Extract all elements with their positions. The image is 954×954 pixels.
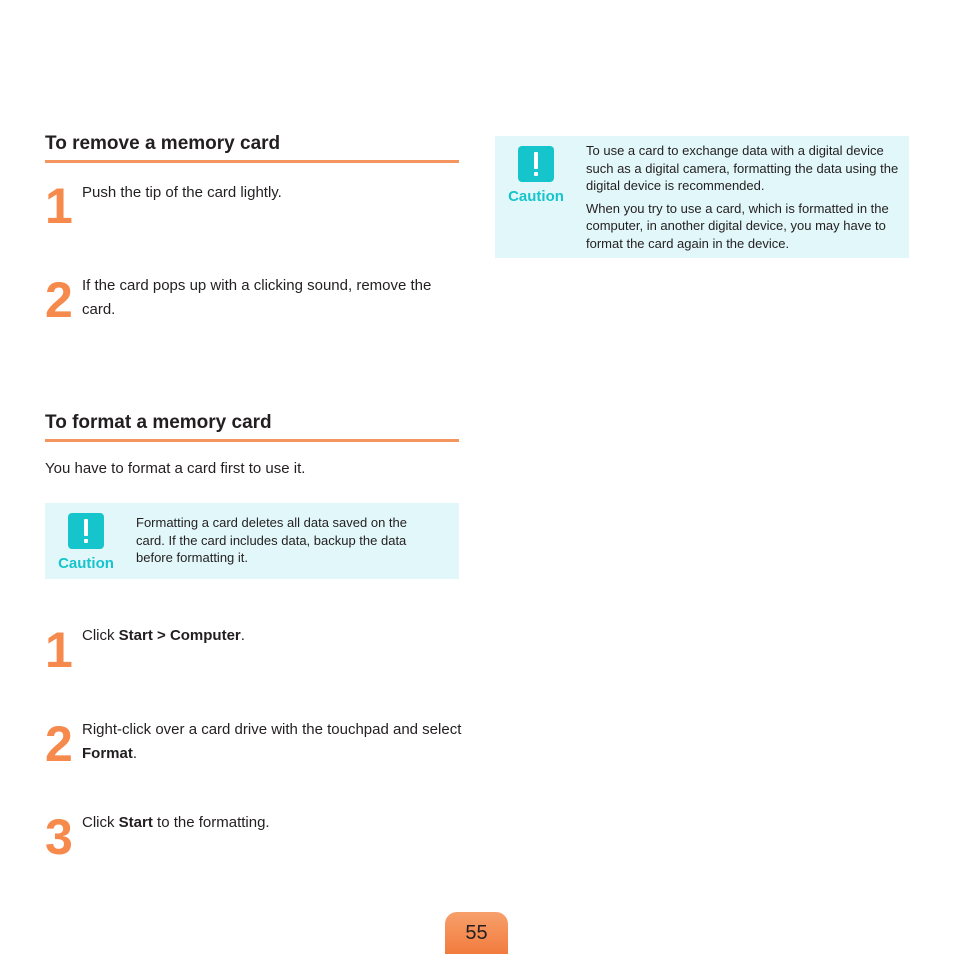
caution-paragraph: When you try to use a card, which is formatted in the computer, in another digital device, you may have to format the card again in the device. [586,200,889,251]
step-number: 1 [45,622,71,678]
step-text: If the card pops up with a clicking sound, remove the card. [82,277,432,318]
step-text: Push the tip of the card lightly. [82,184,282,201]
page-number-tab [445,912,508,954]
side-caution-box [495,136,909,258]
section-divider [45,439,459,442]
caution-text [586,142,904,252]
step-text: Click Start to the formatting. [82,814,270,831]
caution-text: Formatting a card deletes all data saved on the card. If the card includes data, backup the data before formatting it. [136,515,407,565]
section-divider [45,160,459,163]
section-title-format: To format a memory card [45,412,272,433]
step-number: 2 [45,272,71,328]
exclamation-icon [518,146,554,182]
caution-label: Caution [508,188,564,205]
step-number: 2 [45,716,71,772]
step-number: 3 [45,809,71,865]
step-number: 1 [45,178,71,234]
caution-paragraph: To use a card to exchange data with a digital device such as a digital camera, formatting the data using the digital device is recommended. [586,143,899,193]
step-text: Click Start > Computer. [82,627,245,644]
exclamation-icon [68,513,104,549]
caution-box [45,503,459,579]
page-number: 55 [465,922,488,944]
caution-label: Caution [58,555,114,572]
section-title-remove: To remove a memory card [45,133,281,154]
intro-text: You have to format a card first to use it. [45,460,306,477]
step-text: Right-click over a card drive with the touchpad and select Format. [82,721,462,762]
